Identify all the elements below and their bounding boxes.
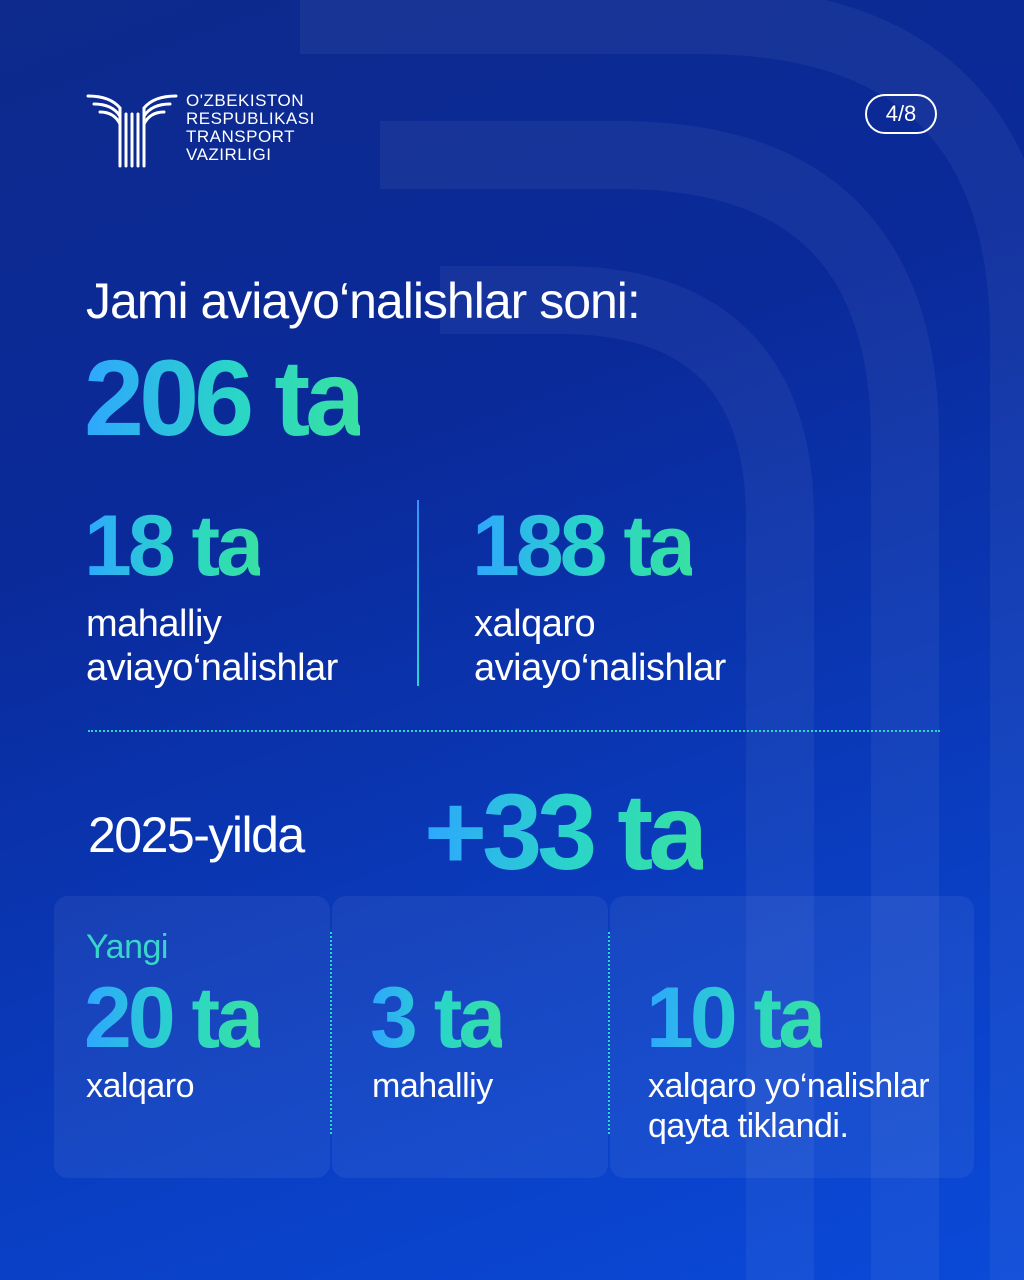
page-indicator: 4/8 (865, 94, 937, 134)
local-routes-value: 18 ta (84, 498, 261, 594)
logo-line: O'ZBEKISTON (186, 91, 305, 110)
year-increase: +33 ta (424, 771, 704, 892)
card-divider (330, 932, 332, 1134)
transport-ministry-emblem-icon (86, 92, 178, 168)
new-local-label: mahalliy (372, 1067, 493, 1105)
ministry-name (186, 92, 315, 164)
year-label: 2025-yilda (88, 807, 304, 863)
local-routes-label (86, 602, 338, 690)
new-international-label: xalqaro (86, 1067, 195, 1105)
international-routes-label (474, 602, 726, 690)
logo-line: VAZIRLIGI (186, 145, 272, 164)
label-line: qayta tiklandi. (648, 1107, 849, 1145)
restored-value: 10 ta (646, 970, 823, 1066)
new-local-value: 3 ta (370, 970, 503, 1066)
label-line: xalqaro yo‘nalishlar (648, 1067, 930, 1105)
vertical-divider (417, 500, 419, 686)
new-label: Yangi (86, 928, 168, 966)
label-line: xalqaro (474, 603, 596, 645)
headline: Jami aviayo‘nalishlar soni: (86, 273, 640, 329)
logo-line: RESPUBLIKASI (186, 109, 315, 128)
new-international-value: 20 ta (84, 970, 261, 1066)
international-routes-value: 188 ta (472, 498, 692, 594)
logo-line: TRANSPORT (186, 127, 296, 146)
label-line: aviayo‘nalishlar (86, 647, 338, 689)
ministry-logo (86, 92, 315, 168)
total-routes: 206 ta (84, 337, 361, 458)
label-line: aviayo‘nalishlar (474, 647, 726, 689)
card-divider (608, 932, 610, 1134)
restored-label (648, 1066, 929, 1146)
label-line: mahalliy (86, 603, 222, 645)
horizontal-divider (88, 730, 940, 732)
